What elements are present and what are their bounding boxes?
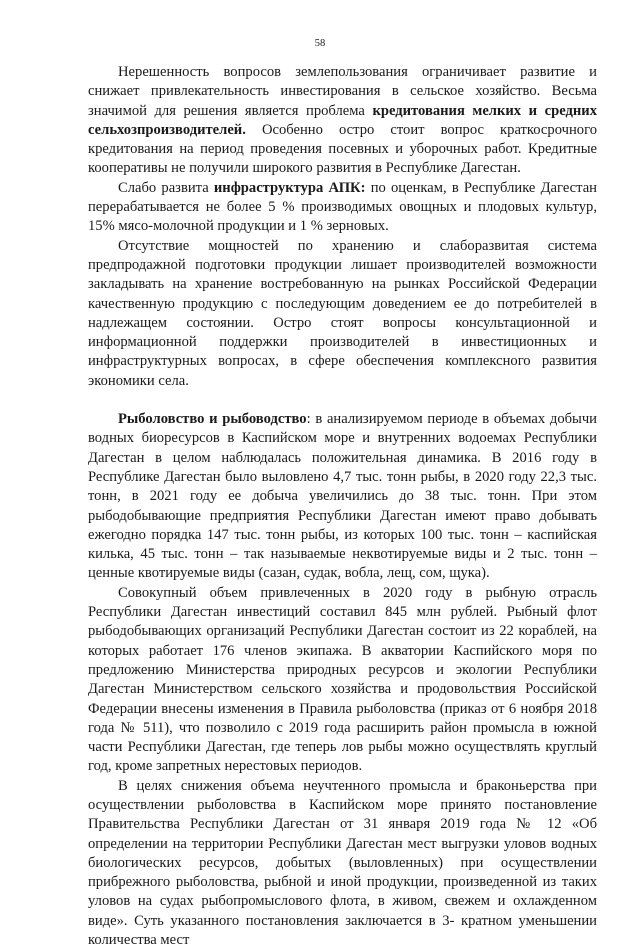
paragraph-land-use-text-a: Нерешенность вопросов землепользования ограничивает развитие и снижает привлекательность инвестирования в сельское хозяйство. Весьма значимой для решения является проблема [88, 64, 597, 119]
paragraph-infrastructure-text-a: Слабо развита [118, 179, 214, 196]
paragraph-fishing-heading: Рыболовство и рыбоводство [118, 411, 307, 428]
paragraph-infrastructure-bold: инфраструктура АПК: [213, 179, 366, 196]
page-number: 58 [314, 38, 326, 49]
paragraph-regulation: В целях снижения объема неучтенного промысла и браконьерства при осуществлении рыболовства в Каспийском море принято постановление Правительства Республики Дагестан от 31 января 2019 года № 12 «Об определении на территории Республики Дагестан мест выгрузки уловов водных биологических ресурсов, добытых (выловленных) при осуществлении прибрежного рыболовства, рыбной и иной продукции, произведенной из таких уловов на судах рыбопромыслового флота, в живом, свежем и охлажденном виде». Суть указанного постановления заключается в 3- кратном уменьшении количества мест [88, 777, 597, 949]
paragraph-infrastructure-text-c: по оценкам, в Республике Дагестан перерабатывается не более 5 % производимых овощных и плодовых культур, 15% мясо-молочной продукции и 1 % зерновых. [88, 179, 597, 235]
page-body [88, 63, 597, 950]
paragraph-fishing-text: : в анализируемом периоде в объемах добычи водных биоресурсов в Каспийском море и внутренних водоемах Республики Дагестан в целом наблюдалась положительная динамика. В 2016 году в Республике Дагестан было выловлено 4,7 тыс. тонн рыбы, в 2020 году 22,3 тыс. тонн, в 2021 году ее добыча увеличились до 38 тыс. тонн. При этом рыбодобывающие предприятия Республики Дагестан имеют право добывать ежегодно порядка 147 тыс. тонн рыбы, из которых 100 тыс. тонн – каспийская килька, 45 тыс. тонн – так называемые неквотируемые виды и 2 тыс. тонн – ценные квотируемые виды (сазан, судак, вобла, лещ, сом, щука). [88, 411, 597, 582]
paragraph-land-use [88, 63, 597, 179]
paragraph-fishing [88, 410, 597, 584]
paragraph-land-use-bold: кредитования мелких и средних сельхозпроизводителей. [88, 102, 597, 138]
paragraph-infrastructure [88, 179, 597, 237]
paragraph-investment: Совокупный объем привлеченных в 2020 году в рыбную отрасль Республики Дагестан инвестиций составил 845 млн рублей. Рыбный флот рыбодобывающих организаций Республики Дагестан состоит из 22 кораблей, на которых работает 176 членов экипажа. В акватории Каспийского моря по предложению Министерства природных ресурсов и экологии Республики Дагестан Министерством сельского хозяйства и продовольствия Российской Федерации внесены изменения в Правила рыболовства (приказ от 6 ноября 2018 года № 511), что позволило с 2019 года расширить район промысла в южной части Республики Дагестан, где теперь лов рыбы можно осуществлять круглый год, кроме запретных нерестовых периодов. [88, 584, 597, 775]
paragraph-storage: Отсутствие мощностей по хранению и слаборазвитая система предпродажной подготовки продукции лишает производителей возможности закладывать на хранение востребованную на рынках Российской Федерации качественную продукцию с последующим доведением ее до потребителей в надлежащем состоянии. Остро стоят вопросы консультационной и информационной поддержки производителей в инвестиционных и инфраструктурных вопросах, в сфере обеспечения комплексного развития экономики села. [88, 237, 597, 389]
paragraph-land-use-text-c: Особенно остро стоит вопрос краткосрочного кредитования на период проведения посевных и уборочных работ. Кредитные кооперативы не получили широкого развития в Республике Дагестан. [88, 121, 597, 177]
